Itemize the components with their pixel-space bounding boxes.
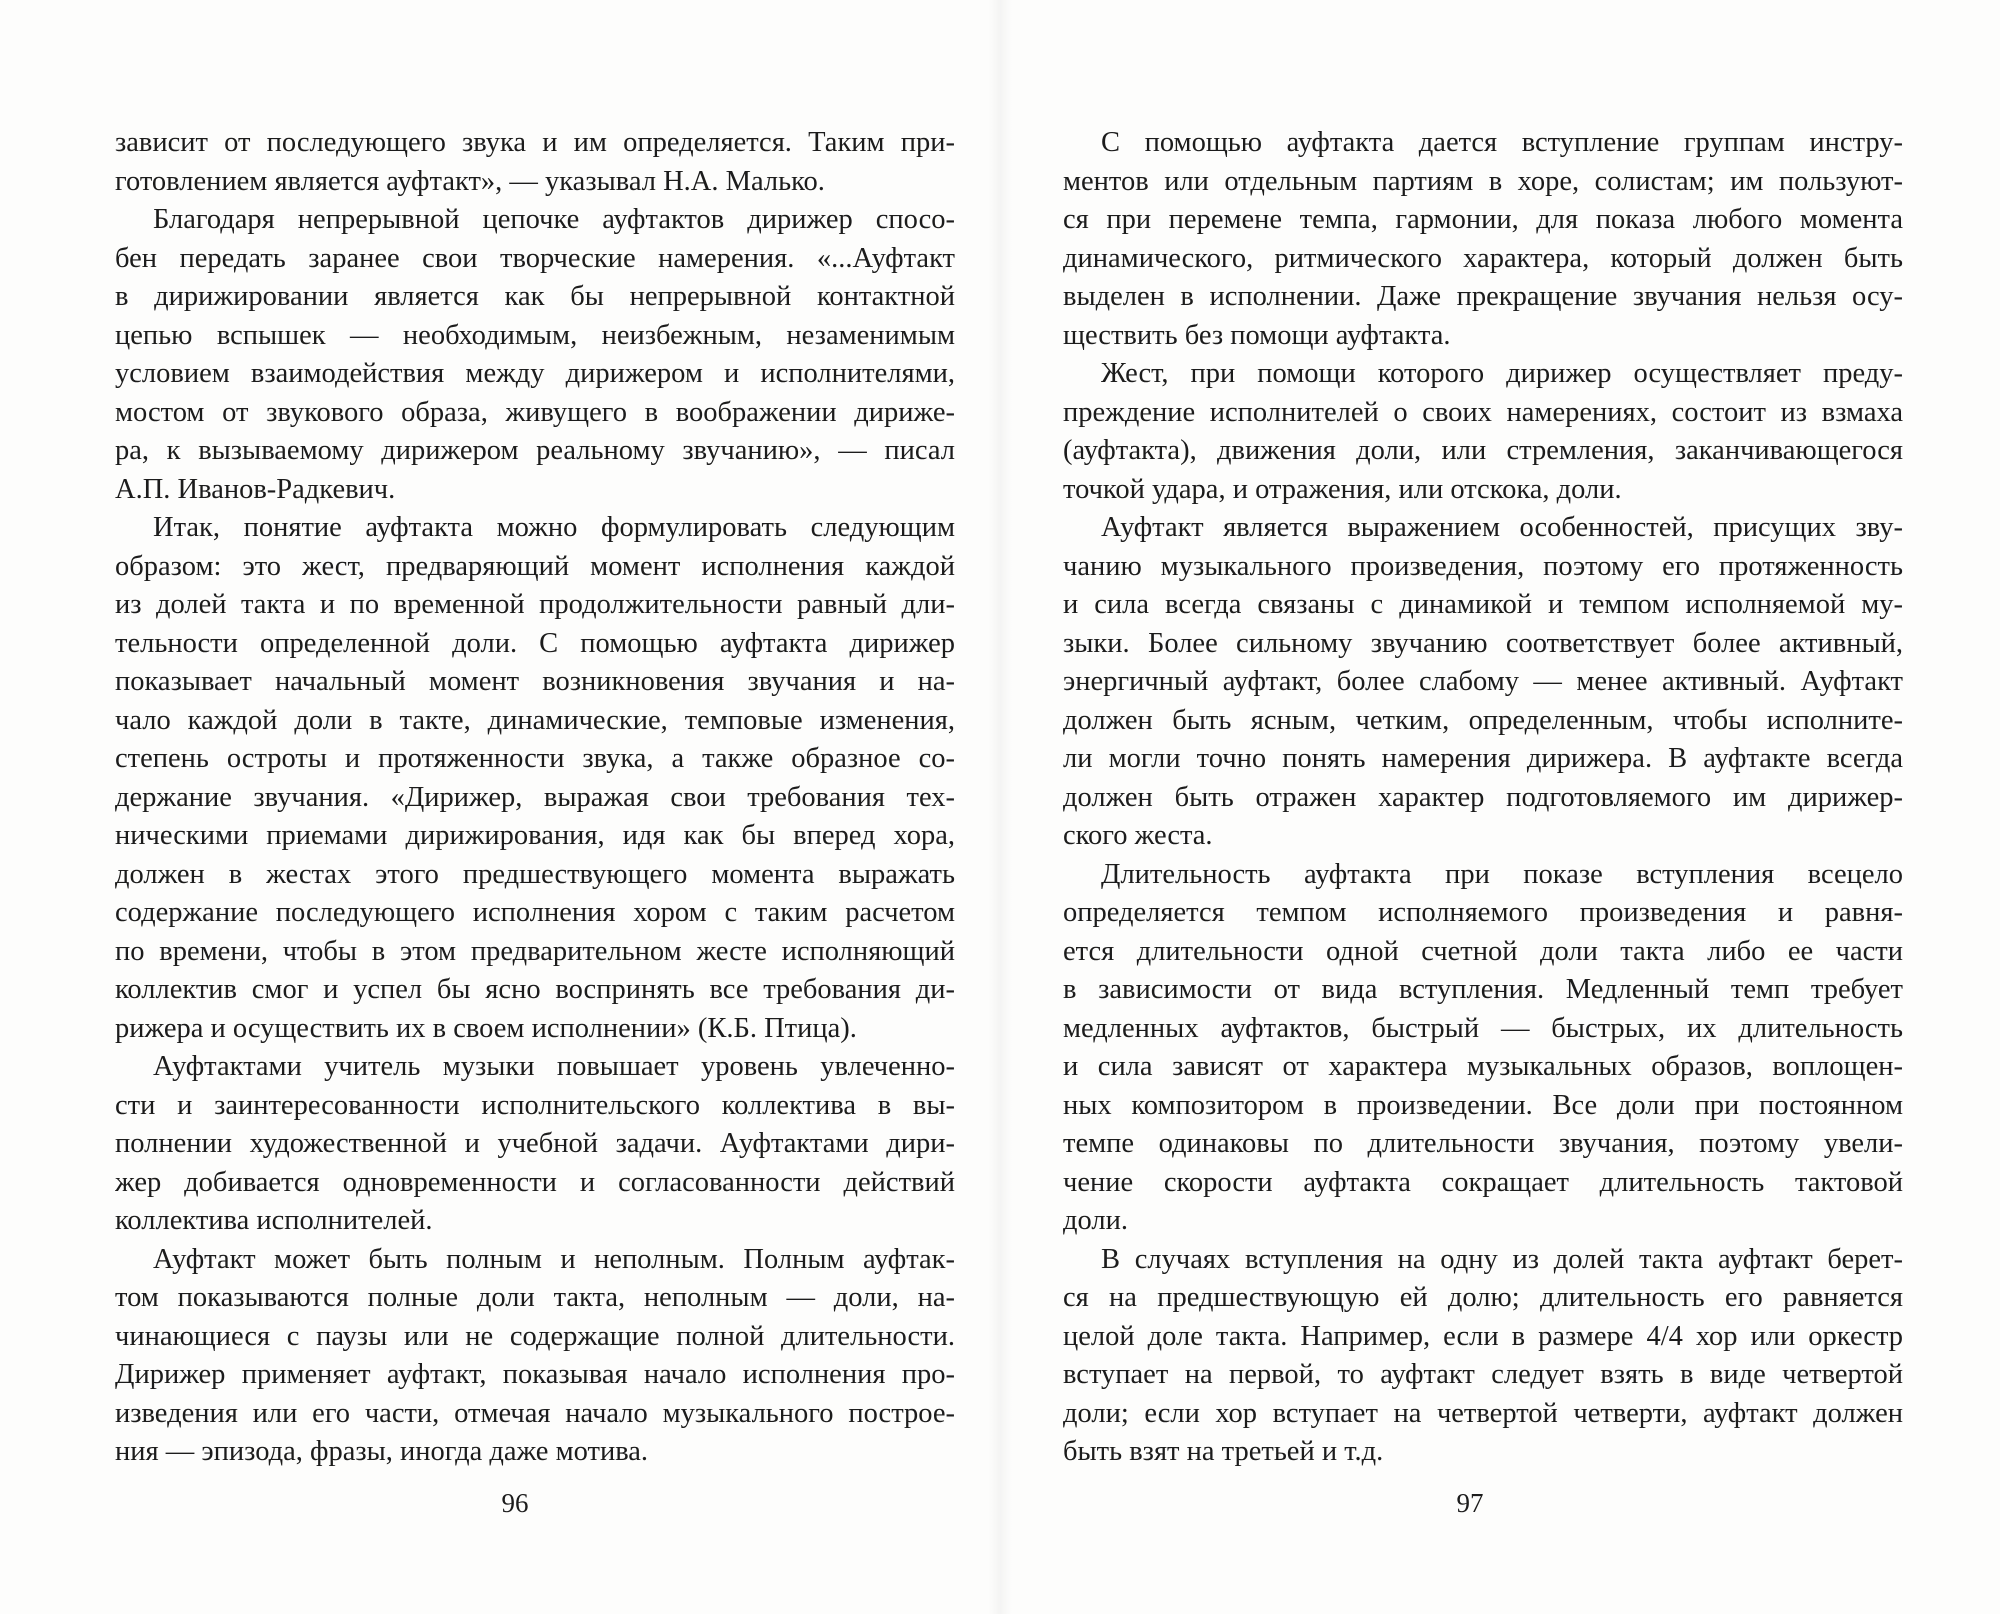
text-line: в дирижировании является как бы непрерывной контактной: [115, 281, 955, 312]
text-line: Ауфтактами учитель музыки повышает уровень увлеченно-: [153, 1051, 955, 1082]
text-line: держание звучания. «Дирижер, выражая свои требования тех-: [115, 781, 955, 813]
text-line: коллектива исполнителей.: [115, 1205, 433, 1236]
text-line: С помощью ауфтакта дается вступление группам инстру-: [1101, 127, 1903, 158]
text-line: чало каждой доли в такте, динамические, темповые изменения,: [115, 704, 955, 736]
text-line: должен быть отражен характер подготовляемого им дирижер-: [1063, 781, 1903, 813]
text-line: определяется темпом исполняемого произведения и равня-: [1063, 897, 1903, 928]
text-line: Длительность ауфтакта при показе вступления всецело: [1101, 858, 1903, 890]
text-line: доли.: [1063, 1205, 1128, 1236]
text-line: условием взаимодействия между дирижером и исполнителями,: [115, 358, 955, 389]
text-line: и сила зависят от характера музыкальных образов, воплощен-: [1063, 1051, 1903, 1082]
text-line: мостом от звукового образа, живущего в воображении дириже-: [115, 396, 955, 428]
text-line: точкой удара, и отражения, или отскока, доли.: [1063, 473, 1622, 505]
text-line: ществить без помощи ауфтакта.: [1063, 319, 1451, 351]
text-line: чинающиеся с паузы или не содержащие полной длительности.: [115, 1320, 955, 1352]
text-line: ния — эпизода, фразы, иногда даже мотива.: [115, 1436, 649, 1467]
right-page-text: [1063, 124, 1903, 1472]
text-line: Дирижер применяет ауфтакт, показывая начало исполнения про-: [115, 1359, 955, 1390]
text-line: степень остроты и протяженности звука, а также образное со-: [115, 743, 955, 774]
text-line: доли; если хор вступает на четвертой четверти, ауфтакт должен: [1063, 1397, 1903, 1429]
text-line: Ауфтакт может быть полным и неполным. Полным ауфтак-: [153, 1243, 955, 1275]
text-line: цепью вспышек — необходимым, неизбежным, незаменимым: [115, 319, 955, 351]
text-line: В случаях вступления на одну из долей такта ауфтакт берет-: [1101, 1243, 1903, 1275]
text-line: ется длительности одной счетной доли такта либо ее части: [1063, 935, 1903, 967]
text-line: А.П. Иванов-Радкевич.: [115, 473, 396, 505]
text-line: Итак, понятие ауфтакта можно формулировать следующим: [153, 512, 955, 543]
text-line: Жест, при помощи которого дирижер осуществляет преду-: [1101, 358, 1903, 389]
text-line: вступает на первой, то ауфтакт следует взять в виде четвертой: [1063, 1359, 1903, 1390]
text-line: и сила всегда связаны с динамикой и темпом исполняемой му-: [1063, 589, 1903, 620]
text-line: сти и заинтересованности исполнительского коллектива в вы-: [115, 1089, 955, 1121]
left-page-number: 96: [501, 1488, 529, 1518]
text-line: ра, к вызываемому дирижером реальному звучанию», — писал: [115, 435, 955, 466]
text-line: чанию музыкального произведения, поэтому его протяженность: [1063, 550, 1903, 582]
text-line: ническими приемами дирижирования, идя как бы вперед хора,: [115, 820, 955, 851]
text-line: по времени, чтобы в этом предварительном жесте исполняющий: [115, 935, 955, 967]
text-line: изведения или его части, отмечая начало музыкального построе-: [115, 1397, 955, 1429]
text-line: ся на предшествующую ей долю; длительность его равняется: [1063, 1282, 1903, 1313]
right-page: [1063, 124, 1903, 1472]
text-line: ся при перемене темпа, гармонии, для показа любого момента: [1063, 204, 1903, 235]
text-line: динамического, ритмического характера, который должен быть: [1063, 242, 1903, 274]
text-line: бен передать заранее свои творческие намерения. «...Ауфтакт: [115, 242, 955, 274]
text-line: ли могли точно понять намерения дирижера. В ауфтакте всегда: [1063, 743, 1903, 774]
text-line: ментов или отдельным партиям в хоре, солистам; им пользуют-: [1063, 165, 1903, 197]
text-line: ных композитором в произведении. Все доли при постоянном: [1063, 1089, 1903, 1121]
text-line: тельности определенной доли. С помощью ауфтакта дирижер: [115, 627, 955, 659]
text-line: Ауфтакт является выражением особенностей, присущих зву-: [1101, 512, 1903, 543]
text-line: быть взят на третьей и т.д.: [1063, 1436, 1384, 1467]
text-line: зыки. Более сильному звучанию соответствует более активный,: [1063, 627, 1903, 659]
text-line: в зависимости от вида вступления. Медленный темп требует: [1063, 974, 1903, 1005]
text-line: преждение исполнителей о своих намерениях, состоит из взмаха: [1063, 396, 1903, 428]
text-line: жер добивается одновременности и согласованности действий: [115, 1166, 955, 1198]
text-line: Благодаря непрерывной цепочке ауфтактов дирижер спосо-: [153, 204, 955, 235]
text-line: должен быть ясным, четким, определенным, чтобы исполните-: [1063, 704, 1903, 736]
text-line: образом: это жест, предваряющий момент исполнения каждой: [115, 550, 955, 582]
text-line: рижера и осуществить их в своем исполнении» (К.Б. Птица).: [115, 1012, 857, 1044]
text-line: зависит от последующего звука и им определяется. Таким при-: [115, 127, 955, 158]
text-line: из долей такта и по временной продолжительности равный дли-: [115, 589, 955, 620]
right-page-number: 97: [1456, 1488, 1484, 1518]
text-line: выделен в исполнении. Даже прекращение звучания нельзя осу-: [1063, 281, 1903, 312]
text-line: чение скорости ауфтакта сокращает длительность тактовой: [1063, 1166, 1903, 1198]
text-line: содержание последующего исполнения хором с таким расчетом: [115, 897, 955, 928]
text-line: темпе одинаковы по длительности звучания, поэтому увели-: [1063, 1128, 1903, 1159]
text-line: полнении художественной и учебной задачи. Ауфтактами дири-: [115, 1128, 955, 1159]
left-page-text: [115, 124, 955, 1472]
text-line: готовлением является ауфтакт», — указывал Н.А. Малько.: [115, 165, 825, 197]
left-page: [115, 124, 955, 1472]
book-gutter: [988, 0, 1012, 1614]
text-line: том показываются полные доли такта, неполным — доли, на-: [115, 1282, 955, 1313]
text-line: медленных ауфтактов, быстрый — быстрых, их длительность: [1063, 1012, 1903, 1044]
text-line: показывает начальный момент возникновения звучания и на-: [115, 666, 955, 697]
text-line: ского жеста.: [1063, 820, 1213, 851]
text-line: энергичный ауфтакт, более слабому — менее активный. Ауфтакт: [1063, 666, 1903, 697]
text-line: коллектив смог и успел бы ясно воспринять все требования ди-: [115, 974, 955, 1005]
text-line: целой доле такта. Например, если в размере 4/4 хор или оркестр: [1063, 1320, 1903, 1352]
text-line: должен в жестах этого предшествующего момента выражать: [115, 858, 955, 890]
text-line: (ауфтакта), движения доли, или стремления, заканчивающегося: [1063, 435, 1903, 466]
